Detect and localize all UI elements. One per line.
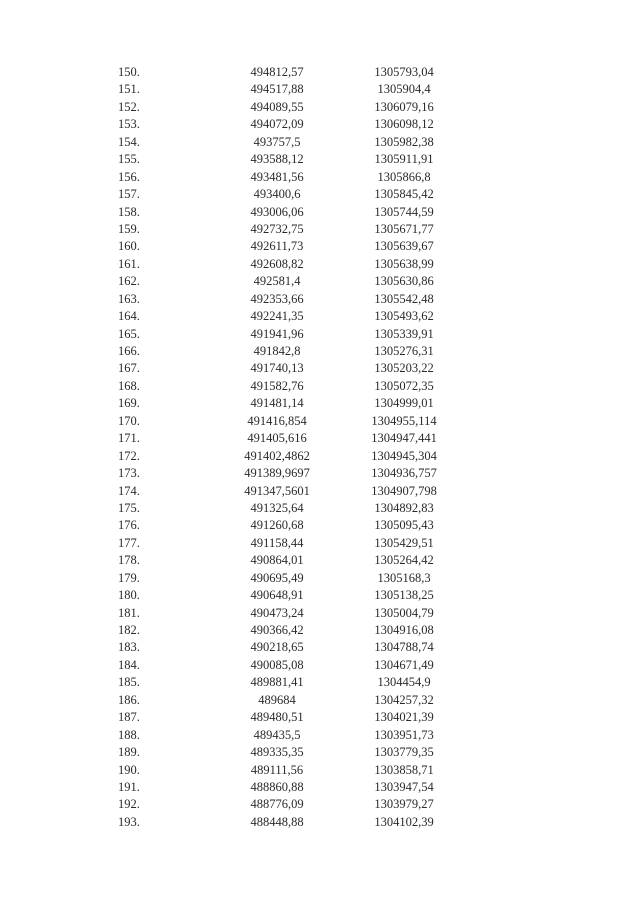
y-coordinate: 1304892,83 <box>374 500 434 515</box>
coordinates-table <box>0 64 640 831</box>
x-coordinate: 490366,42 <box>250 623 304 637</box>
y-coordinate: 1305639,67 <box>374 239 434 254</box>
x-coordinate: 488776,09 <box>250 797 304 812</box>
x-coordinate: 491941,96 <box>250 326 304 341</box>
table-row <box>0 639 640 656</box>
x-coordinate: 492241,35 <box>250 309 304 324</box>
x-coordinate: 489881,41 <box>250 675 304 690</box>
point-number: 160. <box>118 239 140 254</box>
point-number: 176. <box>118 518 140 533</box>
x-coordinate: 491402,4862 <box>244 448 310 463</box>
x-coordinate: 491325,64 <box>250 500 304 515</box>
table-row <box>0 762 640 779</box>
table-row <box>0 256 640 273</box>
point-number: 178. <box>118 553 140 568</box>
y-coordinate: 1304788,74 <box>374 640 434 655</box>
y-coordinate: 1305866,8 <box>377 169 431 184</box>
point-number: 162. <box>118 274 140 289</box>
table-row <box>0 605 640 622</box>
point-number: 150. <box>118 65 140 79</box>
y-coordinate: 1304999,01 <box>374 396 434 411</box>
point-number: 181. <box>118 605 140 620</box>
y-coordinate: 1303947,54 <box>374 779 434 794</box>
table-row <box>0 727 640 744</box>
table-row <box>0 116 640 133</box>
point-number: 166. <box>118 344 140 358</box>
point-number: 192. <box>118 797 140 812</box>
point-number: 177. <box>118 535 140 550</box>
y-coordinate: 1305264,42 <box>374 553 434 568</box>
x-coordinate: 494812,57 <box>250 65 304 79</box>
x-coordinate: 491740,13 <box>250 361 304 376</box>
y-coordinate: 1304916,08 <box>374 623 434 637</box>
table-row <box>0 483 640 500</box>
x-coordinate: 493757,5 <box>253 134 301 149</box>
y-coordinate: 1304102,39 <box>374 814 434 829</box>
point-number: 174. <box>118 483 140 498</box>
table-row <box>0 552 640 569</box>
y-coordinate: 1305845,42 <box>374 187 434 202</box>
point-number: 184. <box>118 657 140 672</box>
y-coordinate: 1305671,77 <box>374 221 434 236</box>
point-number: 167. <box>118 361 140 376</box>
y-coordinate: 1305339,91 <box>374 326 434 341</box>
x-coordinate: 491260,68 <box>250 518 304 533</box>
y-coordinate: 1305095,43 <box>374 518 434 533</box>
table-row <box>0 99 640 116</box>
point-number: 191. <box>118 779 140 794</box>
y-coordinate: 1305911,91 <box>374 152 434 167</box>
point-number: 185. <box>118 675 140 690</box>
x-coordinate: 491405,616 <box>247 431 307 446</box>
y-coordinate: 1304021,39 <box>374 710 434 725</box>
x-coordinate: 493400,6 <box>253 187 301 202</box>
table-row <box>0 657 640 674</box>
point-number: 187. <box>118 710 140 725</box>
table-row <box>0 238 640 255</box>
point-number: 171. <box>118 431 140 446</box>
y-coordinate: 1304671,49 <box>374 657 434 672</box>
y-coordinate: 1306098,12 <box>374 117 434 132</box>
point-number: 161. <box>118 256 140 271</box>
y-coordinate: 1303779,35 <box>374 745 434 760</box>
x-coordinate: 488860,88 <box>250 779 304 794</box>
x-coordinate: 492608,82 <box>250 256 304 271</box>
table-row <box>0 326 640 343</box>
table-row <box>0 413 640 430</box>
y-coordinate: 1304947,441 <box>371 431 437 446</box>
x-coordinate: 489335,35 <box>250 745 304 760</box>
table-row <box>0 204 640 221</box>
point-number: 180. <box>118 588 140 603</box>
table-row <box>0 221 640 238</box>
table-row <box>0 500 640 517</box>
point-number: 193. <box>118 814 140 829</box>
x-coordinate: 492611,73 <box>250 239 304 254</box>
table-row <box>0 169 640 186</box>
y-coordinate: 1305630,86 <box>374 274 434 289</box>
x-coordinate: 489111,56 <box>250 762 304 777</box>
x-coordinate: 492353,66 <box>250 291 304 306</box>
point-number: 165. <box>118 326 140 341</box>
x-coordinate: 492581,4 <box>253 274 301 289</box>
table-row <box>0 395 640 412</box>
table-row <box>0 291 640 308</box>
point-number: 155. <box>118 152 140 167</box>
x-coordinate: 490648,91 <box>250 588 304 603</box>
table-row <box>0 622 640 639</box>
point-number: 186. <box>118 692 140 707</box>
table-row <box>0 674 640 691</box>
x-coordinate: 490864,01 <box>250 553 304 568</box>
table-row <box>0 151 640 168</box>
x-coordinate: 494072,09 <box>250 117 304 132</box>
point-number: 163. <box>118 291 140 306</box>
y-coordinate: 1305638,99 <box>374 256 434 271</box>
y-coordinate: 1305793,04 <box>374 65 434 79</box>
table-row <box>0 81 640 98</box>
point-number: 151. <box>118 82 140 97</box>
x-coordinate: 492732,75 <box>250 221 304 236</box>
y-coordinate: 1305138,25 <box>374 588 434 603</box>
x-coordinate: 491158,44 <box>250 535 304 550</box>
y-coordinate: 1305004,79 <box>374 605 434 620</box>
x-coordinate: 491389,9697 <box>244 466 310 481</box>
y-coordinate: 1305276,31 <box>374 344 434 358</box>
point-number: 169. <box>118 396 140 411</box>
x-coordinate: 491416,854 <box>247 413 307 428</box>
table-row <box>0 343 640 360</box>
y-coordinate: 1306079,16 <box>374 99 434 114</box>
table-row <box>0 692 640 709</box>
y-coordinate: 1305493,62 <box>374 309 434 324</box>
point-number: 157. <box>118 187 140 202</box>
table-row <box>0 535 640 552</box>
y-coordinate: 1305904,4 <box>377 82 431 97</box>
y-coordinate: 1305982,38 <box>374 134 434 149</box>
x-coordinate: 493006,06 <box>250 204 304 219</box>
x-coordinate: 493481,56 <box>250 169 304 184</box>
x-coordinate: 488448,88 <box>250 814 304 829</box>
point-number: 164. <box>118 309 140 324</box>
x-coordinate: 494089,55 <box>250 99 304 114</box>
y-coordinate: 1304907,798 <box>371 483 437 498</box>
x-coordinate: 490085,08 <box>250 657 304 672</box>
y-coordinate: 1304257,32 <box>374 692 434 707</box>
point-number: 170. <box>118 413 140 428</box>
table-row <box>0 273 640 290</box>
table-row <box>0 134 640 151</box>
point-number: 179. <box>118 570 140 585</box>
y-coordinate: 1305542,48 <box>374 291 434 306</box>
x-coordinate: 490695,49 <box>250 570 304 585</box>
y-coordinate: 1305744,59 <box>374 204 434 219</box>
point-number: 153. <box>118 117 140 132</box>
y-coordinate: 1303951,73 <box>374 727 434 742</box>
point-number: 183. <box>118 640 140 655</box>
point-number: 158. <box>118 204 140 219</box>
y-coordinate: 1305203,22 <box>374 361 434 376</box>
y-coordinate: 1304955,114 <box>371 413 437 428</box>
table-row <box>0 779 640 796</box>
point-number: 156. <box>118 169 140 184</box>
x-coordinate: 489435,5 <box>253 727 301 742</box>
y-coordinate: 1303979,27 <box>374 797 434 812</box>
x-coordinate: 491481,14 <box>250 396 304 411</box>
point-number: 159. <box>118 221 140 236</box>
x-coordinate: 491347,5601 <box>244 483 310 498</box>
x-coordinate: 491582,76 <box>250 378 304 393</box>
x-coordinate: 489480,51 <box>250 710 304 725</box>
point-number: 173. <box>118 466 140 481</box>
x-coordinate: 493588,12 <box>250 152 304 167</box>
point-number: 175. <box>118 500 140 515</box>
y-coordinate: 1304936,757 <box>371 466 437 481</box>
table-row <box>0 465 640 482</box>
table-row <box>0 570 640 587</box>
table-row <box>0 587 640 604</box>
table-row <box>0 744 640 761</box>
table-row <box>0 517 640 534</box>
table-row <box>0 378 640 395</box>
y-coordinate: 1305072,35 <box>374 378 434 393</box>
table-row <box>0 709 640 726</box>
table-row <box>0 360 640 377</box>
x-coordinate: 490473,24 <box>250 605 304 620</box>
point-number: 172. <box>118 448 140 463</box>
point-number: 189. <box>118 745 140 760</box>
point-number: 168. <box>118 378 140 393</box>
y-coordinate: 1304454,9 <box>377 675 431 690</box>
y-coordinate: 1303858,71 <box>374 762 434 777</box>
x-coordinate: 489684 <box>258 692 296 707</box>
x-coordinate: 490218,65 <box>250 640 304 655</box>
table-row <box>0 796 640 813</box>
table-row <box>0 430 640 447</box>
table-row <box>0 308 640 325</box>
point-number: 182. <box>118 623 140 637</box>
table-row <box>0 814 640 831</box>
table-row <box>0 64 640 81</box>
point-number: 152. <box>118 99 140 114</box>
table-row <box>0 186 640 203</box>
point-number: 154. <box>118 134 140 149</box>
point-number: 190. <box>118 762 140 777</box>
x-coordinate: 491842,8 <box>253 344 301 358</box>
table-row <box>0 448 640 465</box>
y-coordinate: 1305168,3 <box>377 570 431 585</box>
x-coordinate: 494517,88 <box>250 82 304 97</box>
point-number: 188. <box>118 727 140 742</box>
y-coordinate: 1305429,51 <box>374 535 434 550</box>
y-coordinate: 1304945,304 <box>371 448 437 463</box>
